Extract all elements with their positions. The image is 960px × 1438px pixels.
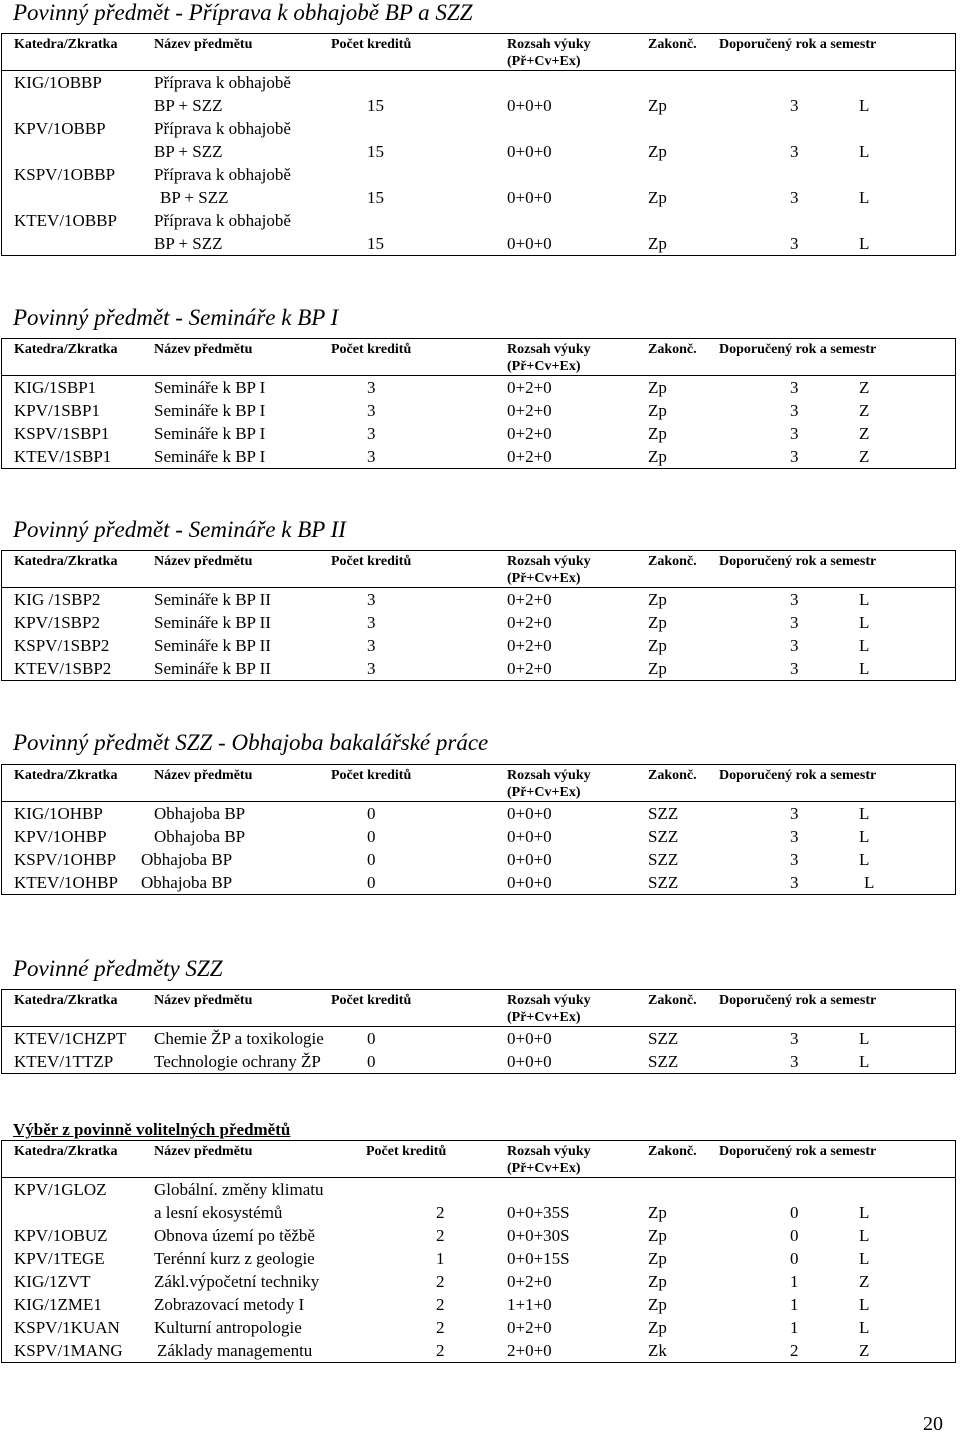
course-semester: L (859, 1295, 870, 1314)
course-credits: 3 (367, 424, 376, 443)
course-range: 0+0+30S (507, 1226, 570, 1245)
course-year: 1 (790, 1318, 799, 1337)
course-semester: L (859, 234, 870, 253)
header-credits: Počet kreditů (331, 342, 412, 357)
course-completion: Zp (648, 1318, 667, 1337)
table-row (2, 1247, 955, 1270)
course-range: 0+2+0 (507, 1318, 552, 1337)
header-name: Název předmětu (154, 554, 253, 569)
course-credits: 3 (367, 378, 376, 397)
course-table (1, 33, 956, 256)
course-code: KIG/1SBP1 (14, 378, 97, 397)
header-completion: Zakonč. (648, 768, 697, 783)
course-credits: 0 (367, 804, 376, 823)
table-row (2, 1270, 955, 1293)
header-year-semester: Doporučený rok a semestr (719, 993, 877, 1008)
course-range: 0+0+0 (507, 96, 552, 115)
course-range: 0+0+0 (507, 1052, 552, 1071)
course-range: 0+2+0 (507, 401, 552, 420)
header-completion: Zakonč. (648, 993, 697, 1008)
course-year: 0 (790, 1249, 799, 1268)
course-year: 3 (790, 234, 799, 253)
course-name: Příprava k obhajobě (154, 165, 291, 184)
header-range: Rozsah výuky (507, 1144, 591, 1159)
header-name: Název předmětu (154, 1144, 253, 1159)
table-row (2, 1316, 955, 1339)
course-year: 1 (790, 1272, 799, 1291)
table-row (2, 376, 955, 399)
course-name: Kulturní antropologie (154, 1318, 302, 1337)
course-completion: SZZ (648, 1052, 679, 1071)
course-semester: L (859, 188, 870, 207)
header-year-semester: Doporučený rok a semestr (719, 37, 877, 52)
header-range: Rozsah výuky (507, 37, 591, 52)
table-row (2, 657, 955, 680)
course-completion: Zp (648, 590, 667, 609)
table-row (2, 422, 955, 445)
course-semester: L (864, 873, 875, 892)
course-credits: 2 (436, 1295, 445, 1314)
course-code: KSPV/1OBBP (14, 165, 116, 184)
course-name: Semináře k BP II (154, 590, 271, 609)
course-credits: 3 (367, 659, 376, 678)
course-completion: Zp (648, 1249, 667, 1268)
course-completion: Zp (648, 613, 667, 632)
course-credits: 3 (367, 590, 376, 609)
course-code: KIG/1ZVT (14, 1272, 91, 1291)
header-name: Název předmětu (154, 768, 253, 783)
course-name-cont: BP + SZZ (154, 96, 223, 115)
table-row (2, 445, 955, 468)
table-row (2, 802, 955, 825)
course-code: KSPV/1SBP1 (14, 424, 110, 443)
section-title: Výběr z povinně volitelných předmětů (13, 1120, 291, 1139)
course-name: Obhajoba BP (141, 873, 233, 892)
header-range-sub: (Př+Cv+Ex) (507, 1010, 581, 1025)
course-name: Chemie ŽP a toxikologie (154, 1029, 324, 1048)
course-semester: Z (859, 1272, 870, 1291)
course-semester: L (859, 1249, 870, 1268)
header-range: Rozsah výuky (507, 342, 591, 357)
course-semester: L (859, 636, 870, 655)
course-semester: L (859, 1318, 870, 1337)
course-semester: L (859, 96, 870, 115)
table-row (2, 825, 955, 848)
course-credits: 2 (436, 1318, 445, 1337)
course-completion: Zp (648, 1295, 667, 1314)
section-title: Povinné předměty SZZ (13, 956, 223, 981)
course-year: 0 (790, 1203, 799, 1222)
course-name: Zákl.výpočetní techniky (154, 1272, 320, 1291)
course-completion: Zp (648, 401, 667, 420)
table-row (2, 588, 955, 611)
course-completion: Zp (648, 142, 667, 161)
course-semester: Z (859, 447, 870, 466)
course-name: Semináře k BP II (154, 636, 271, 655)
course-range: 0+0+0 (507, 850, 552, 869)
header-completion: Zakonč. (648, 554, 697, 569)
course-credits: 0 (367, 873, 376, 892)
table-row (2, 399, 955, 422)
course-range: 0+2+0 (507, 659, 552, 678)
course-credits: 0 (367, 850, 376, 869)
course-credits: 2 (436, 1272, 445, 1291)
table-header (2, 34, 955, 71)
course-completion: Zp (648, 659, 667, 678)
course-range: 2+0+0 (507, 1341, 552, 1360)
header-code: Katedra/Zkratka (14, 993, 118, 1008)
course-code: KIG /1SBP2 (14, 590, 101, 609)
course-code: KSPV/1OHBP (14, 850, 117, 869)
course-year: 3 (790, 401, 799, 420)
course-completion: Zp (648, 447, 667, 466)
table-row (2, 163, 955, 209)
course-year: 3 (790, 96, 799, 115)
course-range: 0+0+0 (507, 827, 552, 846)
header-code: Katedra/Zkratka (14, 554, 118, 569)
course-code: KTEV/1OHBP (14, 873, 118, 892)
course-year: 3 (790, 590, 799, 609)
course-name: Obhajoba BP (154, 827, 246, 846)
course-code: KIG/1OHBP (14, 804, 103, 823)
course-credits: 0 (367, 1052, 376, 1071)
table-row (2, 1178, 955, 1224)
table-row (2, 848, 955, 871)
header-code: Katedra/Zkratka (14, 37, 118, 52)
course-table (1, 550, 956, 681)
course-code: KPV/1SBP2 (14, 613, 100, 632)
course-credits: 2 (436, 1341, 445, 1360)
course-year: 3 (790, 447, 799, 466)
table-header (2, 1141, 955, 1178)
course-year: 3 (790, 850, 799, 869)
course-credits: 3 (367, 401, 376, 420)
table-row (2, 871, 955, 894)
course-range: 0+0+35S (507, 1203, 570, 1222)
course-completion: SZZ (648, 1029, 679, 1048)
course-semester: L (859, 827, 870, 846)
course-credits: 15 (367, 142, 384, 161)
course-semester: L (859, 142, 870, 161)
header-credits: Počet kreditů (331, 768, 412, 783)
course-completion: Zp (648, 378, 667, 397)
table-row (2, 634, 955, 657)
course-code: KIG/1ZME1 (14, 1295, 102, 1314)
course-range: 0+2+0 (507, 424, 552, 443)
course-year: 0 (790, 1226, 799, 1245)
course-range: 0+2+0 (507, 613, 552, 632)
course-completion: Zp (648, 1272, 667, 1291)
course-semester: L (859, 590, 870, 609)
course-code: KPV/1TEGE (14, 1249, 105, 1268)
course-semester: Z (859, 378, 870, 397)
course-range: 0+2+0 (507, 378, 552, 397)
header-range: Rozsah výuky (507, 768, 591, 783)
course-credits: 0 (367, 827, 376, 846)
course-code: KTEV/1CHZPT (14, 1029, 127, 1048)
course-completion: Zp (648, 96, 667, 115)
course-name: Semináře k BP I (154, 424, 266, 443)
course-range: 0+0+15S (507, 1249, 570, 1268)
course-code: KTEV/1TTZP (14, 1052, 114, 1071)
course-code: KTEV/1SBP2 (14, 659, 112, 678)
course-name: Semináře k BP I (154, 378, 266, 397)
course-credits: 15 (367, 234, 384, 253)
header-name: Název předmětu (154, 37, 253, 52)
header-completion: Zakonč. (648, 342, 697, 357)
header-year-semester: Doporučený rok a semestr (719, 342, 877, 357)
course-code: KPV/1OBUZ (14, 1226, 108, 1245)
course-table (1, 764, 956, 895)
header-completion: Zakonč. (648, 1144, 697, 1159)
header-credits: Počet kreditů (331, 554, 412, 569)
course-code: KSPV/1KUAN (14, 1318, 120, 1337)
course-completion: SZZ (648, 873, 679, 892)
course-name: Obhajoba BP (154, 804, 246, 823)
course-range: 0+0+0 (507, 142, 552, 161)
header-credits: Počet kreditů (366, 1144, 447, 1159)
course-completion: SZZ (648, 804, 679, 823)
course-year: 3 (790, 424, 799, 443)
course-completion: SZZ (648, 827, 679, 846)
header-range-sub: (Př+Cv+Ex) (507, 54, 581, 69)
course-completion: Zp (648, 424, 667, 443)
course-name: Globální. změny klimatu (154, 1180, 324, 1199)
course-year: 3 (790, 827, 799, 846)
table-header (2, 339, 955, 376)
course-code: KSPV/1MANG (14, 1341, 123, 1360)
table-row (2, 1339, 955, 1362)
header-year-semester: Doporučený rok a semestr (719, 768, 877, 783)
header-year-semester: Doporučený rok a semestr (719, 1144, 877, 1159)
header-range-sub: (Př+Cv+Ex) (507, 1161, 581, 1176)
course-range: 0+2+0 (507, 1272, 552, 1291)
course-credits: 3 (367, 447, 376, 466)
course-range: 0+0+0 (507, 1029, 552, 1048)
course-name: Semináře k BP II (154, 659, 271, 678)
course-name: Semináře k BP II (154, 613, 271, 632)
course-name: Semináře k BP I (154, 447, 266, 466)
course-semester: L (859, 804, 870, 823)
header-year-semester: Doporučený rok a semestr (719, 554, 877, 569)
course-semester: L (859, 1029, 870, 1048)
table-row (2, 1224, 955, 1247)
course-name-cont: a lesní ekosystémů (154, 1203, 283, 1222)
course-credits: 2 (436, 1226, 445, 1245)
course-code: KPV/1SBP1 (14, 401, 100, 420)
course-name: Obnova území po těžbě (154, 1226, 315, 1245)
course-name: Technologie ochrany ŽP (154, 1052, 321, 1071)
course-year: 2 (790, 1341, 799, 1360)
course-year: 3 (790, 378, 799, 397)
header-range: Rozsah výuky (507, 993, 591, 1008)
course-range: 0+2+0 (507, 590, 552, 609)
course-credits: 3 (367, 636, 376, 655)
table-header (2, 765, 955, 802)
course-completion: Zp (648, 1226, 667, 1245)
course-code: KSPV/1SBP2 (14, 636, 110, 655)
table-row (2, 611, 955, 634)
table-row (2, 1027, 955, 1050)
course-name: Základy managementu (157, 1341, 313, 1360)
course-completion: Zk (648, 1341, 667, 1360)
course-semester: L (859, 613, 870, 632)
course-completion: Zp (648, 234, 667, 253)
course-range: 0+2+0 (507, 636, 552, 655)
header-name: Název předmětu (154, 993, 253, 1008)
course-semester: L (859, 1052, 870, 1071)
header-credits: Počet kreditů (331, 993, 412, 1008)
course-year: 3 (790, 659, 799, 678)
course-name: Terénní kurz z geologie (154, 1249, 315, 1268)
section-title: Povinný předmět - Semináře k BP I (13, 305, 339, 330)
course-completion: Zp (648, 1203, 667, 1222)
course-name-cont: BP + SZZ (160, 188, 229, 207)
course-year: 3 (790, 804, 799, 823)
header-code: Katedra/Zkratka (14, 342, 118, 357)
course-semester: L (859, 659, 870, 678)
course-name: Obhajoba BP (141, 850, 233, 869)
course-year: 3 (790, 142, 799, 161)
section-title: Povinný předmět SZZ - Obhajoba bakalářské práce (13, 730, 489, 755)
course-range: 0+0+0 (507, 234, 552, 253)
course-completion: Zp (648, 636, 667, 655)
course-completion: Zp (648, 188, 667, 207)
header-name: Název předmětu (154, 342, 253, 357)
page-number: 20 (923, 1413, 943, 1435)
course-name: Semináře k BP I (154, 401, 266, 420)
header-range-sub: (Př+Cv+Ex) (507, 785, 581, 800)
course-range: 0+0+0 (507, 188, 552, 207)
table-header (2, 551, 955, 588)
course-code: KTEV/1SBP1 (14, 447, 112, 466)
section-title: Povinný předmět - Semináře k BP II (13, 517, 346, 542)
table-row (2, 1293, 955, 1316)
course-code: KPV/1OBBP (14, 119, 106, 138)
table-header (2, 990, 955, 1027)
course-credits: 3 (367, 613, 376, 632)
course-name: Příprava k obhajobě (154, 73, 291, 92)
course-credits: 15 (367, 188, 384, 207)
table-row (2, 71, 955, 117)
course-credits: 2 (436, 1203, 445, 1222)
section-title: Povinný předmět - Příprava k obhajobě BP a SZZ (13, 0, 473, 25)
course-semester: L (859, 1203, 870, 1222)
course-name-cont: BP + SZZ (154, 234, 223, 253)
header-code: Katedra/Zkratka (14, 768, 118, 783)
course-credits: 0 (367, 1029, 376, 1048)
course-name: Příprava k obhajobě (154, 119, 291, 138)
course-year: 3 (790, 188, 799, 207)
course-range: 0+0+0 (507, 804, 552, 823)
course-year: 1 (790, 1295, 799, 1314)
course-credits: 1 (436, 1249, 445, 1268)
header-range-sub: (Př+Cv+Ex) (507, 571, 581, 586)
course-semester: Z (859, 1341, 870, 1360)
course-year: 3 (790, 873, 799, 892)
course-table (1, 338, 956, 469)
course-code: KPV/1GLOZ (14, 1180, 107, 1199)
table-row (2, 117, 955, 163)
course-semester: L (859, 850, 870, 869)
course-name-cont: BP + SZZ (154, 142, 223, 161)
course-code: KIG/1OBBP (14, 73, 102, 92)
header-code: Katedra/Zkratka (14, 1144, 118, 1159)
header-range-sub: (Př+Cv+Ex) (507, 359, 581, 374)
header-completion: Zakonč. (648, 37, 697, 52)
table-row (2, 1050, 955, 1073)
course-completion: SZZ (648, 850, 679, 869)
header-credits: Počet kreditů (331, 37, 412, 52)
course-semester: Z (859, 424, 870, 443)
header-range: Rozsah výuky (507, 554, 591, 569)
course-table (1, 1140, 956, 1363)
course-year: 3 (790, 1052, 799, 1071)
course-range: 0+0+0 (507, 873, 552, 892)
course-credits: 15 (367, 96, 384, 115)
course-semester: Z (859, 401, 870, 420)
course-name: Zobrazovací metody I (154, 1295, 305, 1314)
course-semester: L (859, 1226, 870, 1245)
course-year: 3 (790, 1029, 799, 1048)
table-row (2, 209, 955, 255)
course-table (1, 989, 956, 1074)
course-name: Příprava k obhajobě (154, 211, 291, 230)
course-code: KTEV/1OBBP (14, 211, 117, 230)
course-range: 0+2+0 (507, 447, 552, 466)
course-year: 3 (790, 636, 799, 655)
course-year: 3 (790, 613, 799, 632)
course-range: 1+1+0 (507, 1295, 552, 1314)
course-code: KPV/1OHBP (14, 827, 107, 846)
